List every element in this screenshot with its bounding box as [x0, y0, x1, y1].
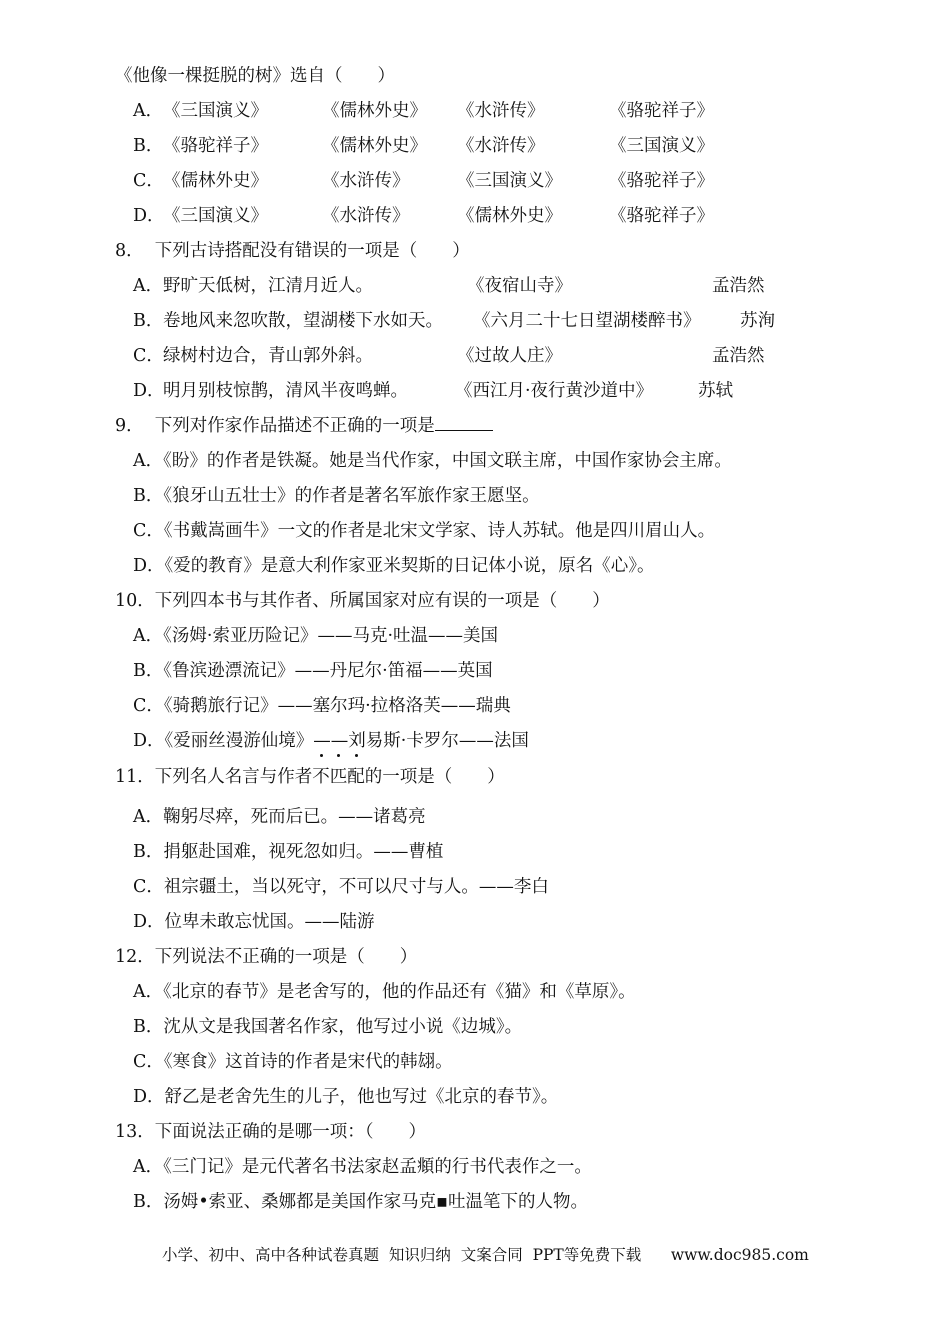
q11-stem	[115, 765, 505, 789]
q7-option-letter: B．	[133, 136, 164, 156]
q12-option-c: C．《寒食》这首诗的作者是宋代的韩翃。	[133, 1052, 453, 1072]
q7-book: 《三国演义》	[163, 206, 268, 226]
q7-book: 《水浒传》	[457, 101, 545, 121]
q7-book: 《骆驼祥子》	[163, 136, 268, 156]
q8-stem: 8． 下列古诗搭配没有错误的一项是（ ）	[115, 241, 470, 261]
q10-option-a: A．《汤姆·索亚历险记》——马克·吐温——美国	[133, 626, 499, 646]
q7-stem: 《他像一棵挺脱的树》选自（ ）	[115, 66, 395, 86]
emphasis-dot	[320, 754, 323, 757]
q10-option-b: B．《鲁滨逊漂流记》——丹尼尔·笛福——英国	[133, 661, 493, 681]
q7-book: 《三国演义》	[457, 171, 562, 191]
q8-author: 苏洵	[740, 311, 775, 331]
q7-option-letter: A．	[133, 101, 164, 121]
q8-option-letter: D．	[133, 381, 165, 401]
q7-book: 《水浒传》	[322, 206, 410, 226]
q11-stem-after: 的一项是（ ）	[364, 767, 505, 787]
q12-option-a: A．《北京的春节》是老舍写的，他的作品还有《猫》和《草原》。	[133, 982, 636, 1002]
q11-option-c: C．祖宗疆土，当以死守，不可以尺寸与人。——李白	[133, 877, 549, 897]
q7-book: 《水浒传》	[322, 171, 410, 191]
q7-book: 《骆驼祥子》	[609, 206, 714, 226]
emphasis-dot	[355, 754, 358, 757]
q7-book: 《儒林外史》	[163, 171, 268, 191]
q10-stem: 10．下列四本书与其作者、所属国家对应有误的一项是（ ）	[115, 591, 610, 611]
emphasis-char-text: 配	[347, 767, 365, 787]
emphasis-char	[347, 765, 365, 789]
q7-book: 《三国演义》	[609, 136, 714, 156]
q7-book: 《骆驼祥子》	[609, 101, 714, 121]
q11-option-d: D．位卑未敢忘忧国。——陆游	[133, 912, 375, 932]
q8-author: 孟浩然	[712, 276, 765, 296]
q11-stem-before: 11．下列名人名言与作者	[115, 767, 313, 787]
q8-title: 《夜宿山寺》	[467, 276, 572, 296]
page-footer: 小学、初中、高中各种试卷真题 知识归纳 文案合同 PPT等免费下载 www.doc985.com	[162, 1246, 809, 1264]
q9-stem	[115, 414, 493, 438]
q9-option-b: B．《狼牙山五壮士》的作者是著名军旅作家王愿坚。	[133, 486, 540, 506]
q8-option-letter: C．	[133, 346, 164, 366]
q7-option-letter: C．	[133, 171, 164, 191]
q9-option-c: C．《书戴嵩画牛》一文的作者是北宋文学家、诗人苏轼。他是四川眉山人。	[133, 521, 716, 541]
q8-title: 《过故人庄》	[457, 346, 562, 366]
q8-verse: 卷地风来忽吹散，望湖楼下水如天。	[163, 311, 443, 331]
q8-option-letter: A．	[133, 276, 164, 296]
q11-option-a: A．鞠躬尽瘁，死而后已。——诸葛亮	[133, 807, 426, 827]
q8-author: 孟浩然	[712, 346, 765, 366]
emphasis-char	[330, 765, 348, 789]
q7-book: 《儒林外史》	[322, 136, 427, 156]
q10-option-c: C．《骑鹅旅行记》——塞尔玛·拉格洛芙——瑞典	[133, 696, 511, 716]
q12-stem: 12．下列说法不正确的一项是（ ）	[115, 947, 418, 967]
q7-book: 《三国演义》	[163, 101, 268, 121]
q13-option-b: B．汤姆•索亚、桑娜都是美国作家马克▪吐温笔下的人物。	[133, 1192, 589, 1212]
q7-book: 《儒林外史》	[322, 101, 427, 121]
q8-title: 《西江月·夜行黄沙道中》	[455, 381, 654, 401]
q9-option-a: A．《盼》的作者是铁凝。她是当代作家，中国文联主席，中国作家协会主席。	[133, 451, 732, 471]
q7-book: 《水浒传》	[457, 136, 545, 156]
q8-option-letter: B．	[133, 311, 164, 331]
q8-title: 《六月二十七日望湖楼醉书》	[473, 311, 701, 331]
answer-blank	[435, 414, 493, 431]
emphasis-char-text: 匹	[329, 767, 348, 787]
q7-book: 《骆驼祥子》	[609, 171, 714, 191]
q9-option-d: D．《爱的教育》是意大利作家亚米契斯的日记体小说，原名《心》。	[133, 556, 655, 576]
q11-option-b: B．捐躯赴国难，视死忽如归。——曹植	[133, 842, 444, 862]
q8-verse: 明月别枝惊鹊，清风半夜鸣蝉。	[163, 381, 408, 401]
q10-option-d: D．《爱丽丝漫游仙境》——刘易斯·卡罗尔——法国	[133, 731, 529, 751]
emphasis-char-text: 不	[312, 767, 330, 787]
emphasis-dot	[337, 754, 340, 757]
q8-verse: 野旷天低树，江清月近人。	[163, 276, 373, 296]
q12-option-b: B．沈从文是我国著名作家，他写过小说《边城》。	[133, 1017, 523, 1037]
emphasis-char	[312, 765, 330, 789]
q12-option-d: D．舒乙是老舍先生的儿子，他也写过《北京的春节》。	[133, 1087, 559, 1107]
q8-verse: 绿树村边合，青山郭外斜。	[163, 346, 373, 366]
q7-book: 《儒林外史》	[457, 206, 562, 226]
q13-stem: 13．下面说法正确的是哪一项：（ ）	[115, 1122, 427, 1142]
q13-option-a: A．《三门记》是元代著名书法家赵孟頫的行书代表作之一。	[133, 1157, 592, 1177]
q8-author: 苏轼	[698, 381, 733, 401]
q7-option-letter: D．	[133, 206, 165, 226]
q9-stem-text: 9． 下列对作家作品描述不正确的一项是	[115, 416, 435, 436]
